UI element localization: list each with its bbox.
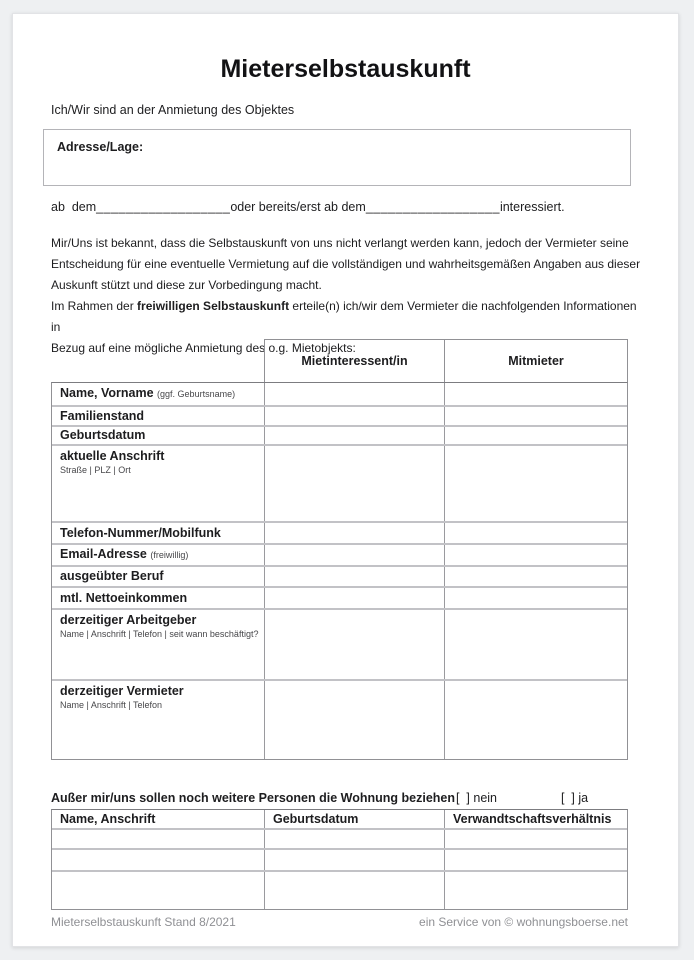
date-line-part3: interessiert. [499,200,565,214]
table-row-anschrift [52,446,627,523]
input-cell-mietinteressent[interactable] [265,407,445,425]
persons-table-cell[interactable] [52,850,265,870]
input-cell-mitmieter[interactable] [445,523,627,543]
column-header-name-anschrift: Name, Anschrift [52,810,265,828]
table-row-familienstand [52,407,627,427]
row-label: Telefon-Nummer/Mobilfunk [60,525,221,540]
applicant-table-header [264,339,628,382]
input-cell-mietinteressent[interactable] [265,523,445,543]
page-footer [51,915,628,929]
persons-table-cell[interactable] [52,872,265,909]
applicant-table-body [51,382,628,760]
document-page [12,13,679,947]
row-label: derzeitiger Vermieter [60,684,184,698]
persons-table-cell[interactable] [265,850,445,870]
table-row-arbeitgeber [52,610,627,681]
persons-table-cell[interactable] [265,872,445,909]
move-in-date-blank-1[interactable]: __________________ [96,200,231,214]
input-cell-mietinteressent[interactable] [265,681,445,759]
persons-table-header-row [52,810,627,830]
paragraph-text: erteile(n) ich/wir dem Vermieter die nachfolgenden Informationen in [51,299,637,334]
row-note: (ggf. Geburtsname) [157,389,236,399]
move-in-date-line [51,200,565,214]
column-header-mietinteressent: Mietinteressent/in [265,340,445,382]
paragraph-line: Mir/Uns ist bekannt, dass die Selbstauskunft von uns nicht verlangt werden kann, jedoch der Vermieter seine [51,236,629,250]
address-box-label: Adresse/Lage: [57,140,144,154]
input-cell-mitmieter[interactable] [445,427,627,444]
input-cell-mitmieter[interactable] [445,446,627,521]
applicant-table [51,339,628,762]
input-cell-mietinteressent[interactable] [265,567,445,586]
row-label: derzeitiger Arbeitgeber [60,613,197,627]
input-cell-mietinteressent[interactable] [265,446,445,521]
input-cell-mitmieter[interactable] [445,567,627,586]
input-cell-mietinteressent[interactable] [265,588,445,608]
input-cell-mitmieter[interactable] [445,545,627,565]
row-label: mtl. Nettoeinkommen [60,590,188,605]
row-label: Geburtsdatum [60,428,146,442]
persons-table-row [52,872,627,909]
paragraph-line: Bezug auf eine mögliche Anmietung des o.g. Mietobjekts: [51,341,356,355]
table-row-telefon [52,523,627,545]
persons-table-cell[interactable] [52,830,265,848]
row-label: Familienstand [60,408,145,423]
table-row-email [52,545,627,567]
persons-table-cell[interactable] [445,872,627,909]
table-row-name [52,383,627,407]
input-cell-mitmieter[interactable] [445,588,627,608]
column-header-verwandtschaftsverhaeltnis: Verwandtschaftsverhältnis [453,812,612,826]
row-label: aktuelle Anschrift [60,449,165,463]
input-cell-mietinteressent[interactable] [265,545,445,565]
checkbox-nein[interactable]: [ ] nein [456,791,497,805]
row-note: Name | Anschrift | Telefon [60,700,163,710]
table-row-nettoeinkommen [52,588,627,610]
row-note: Straße | PLZ | Ort [60,465,131,475]
paragraph-bold-text: freiwilligen Selbstauskunft [137,299,290,313]
input-cell-mitmieter[interactable] [445,681,627,759]
date-line-part1: ab dem [51,200,97,214]
input-cell-mietinteressent[interactable] [265,383,445,405]
table-row-beruf [52,567,627,588]
address-box[interactable] [43,129,631,186]
move-in-date-blank-2[interactable]: __________________ [365,200,500,214]
paragraph-line: Auskunft stützt und diese zur Vorbedingung macht. [51,278,322,292]
column-header-mitmieter: Mitmieter [508,354,564,368]
persons-table-cell[interactable] [265,830,445,848]
footer-version-text: Mieterselbstauskunft Stand 8/2021 [51,915,236,929]
column-header-geburtsdatum: Geburtsdatum [265,810,445,828]
persons-table-cell[interactable] [445,850,627,870]
paragraph-line [51,296,645,338]
intro-text: Ich/Wir sind an der Anmietung des Objektes [51,103,295,117]
additional-persons-heading-row [51,791,628,807]
row-label: Email-Adresse [60,547,147,561]
date-line-part2: oder bereits/erst ab dem [230,200,366,214]
input-cell-mitmieter[interactable] [445,407,627,425]
disclosure-notice-paragraph [51,233,645,296]
row-note: Name | Anschrift | Telefon | seit wann beschäftigt? [60,629,259,639]
row-label: Name, Vorname [60,386,154,400]
additional-persons-heading: Außer mir/uns sollen noch weitere Personen die Wohnung beziehen [51,791,455,805]
footer-service-text: ein Service von © wohnungsboerse.net [419,915,628,929]
input-cell-mietinteressent[interactable] [265,427,445,444]
table-row-geburtsdatum [52,427,627,446]
paragraph-text: Im Rahmen der [51,299,138,313]
persons-table-row [52,850,627,872]
row-note: (freiwillig) [150,550,189,560]
checkbox-ja[interactable]: [ ] ja [561,791,589,805]
persons-table-cell[interactable] [445,830,627,848]
persons-table-row [52,830,627,850]
table-row-vermieter [52,681,627,759]
row-label: ausgeübter Beruf [60,569,164,583]
input-cell-mietinteressent[interactable] [265,610,445,679]
paragraph-line: Entscheidung für eine eventuelle Vermietung auf die vollständigen und wahrheitsgemäßen Angaben aus dieser [51,257,641,271]
page-title: Mieterselbstauskunft [220,55,471,83]
input-cell-mitmieter[interactable] [445,383,627,405]
input-cell-mitmieter[interactable] [445,610,627,679]
additional-persons-table [51,809,628,910]
